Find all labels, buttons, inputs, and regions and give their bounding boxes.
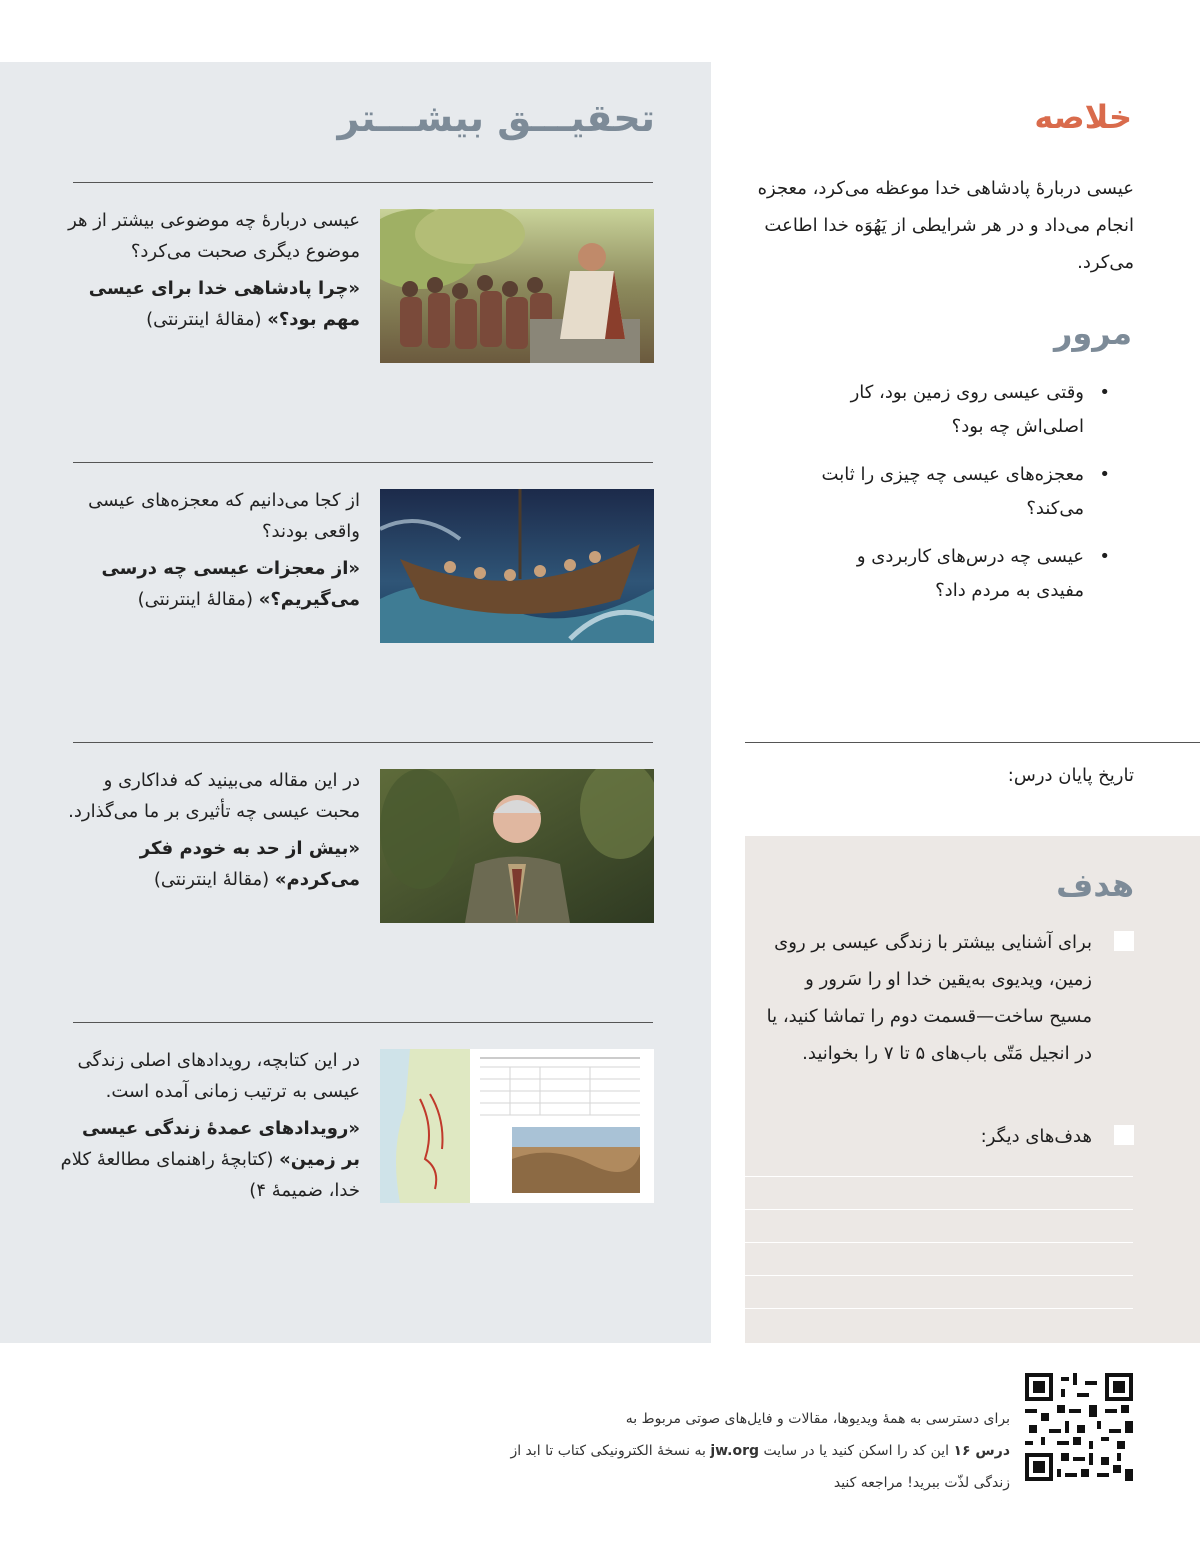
summary-text: عیسی دربارهٔ پادشاهی خدا موعظه می‌کرد، معجزه انجام می‌داد و در هر شرایطی از یَهُوَه خدا اطاعت می‌کرد. — [757, 178, 1134, 273]
footer-line: به نسخهٔ الکترونیکی کتاب تا ابد از زندگی لذّت ببرید! مراجعه کنید — [510, 1443, 1010, 1491]
storm-boat-image — [380, 489, 654, 643]
card-question: عیسی دربارهٔ چه موضوعی بیشتر از هر موضوع دیگری صحبت می‌کرد؟ — [68, 210, 360, 262]
summary-heading: خلاصه — [1034, 98, 1132, 136]
card-question: در این کتابچه، رویدادهای اصلی زندگی عیسی به ترتیب زمانی آمده است. — [77, 1050, 360, 1102]
research-card-1 — [60, 205, 360, 335]
card-source: (مقالهٔ اینترنتی) — [153, 869, 275, 890]
card-source: (مقالهٔ اینترنتی) — [146, 309, 268, 330]
card-divider — [73, 742, 653, 743]
review-item: • عیسی چه درس‌های کاربردی و مفیدی به مردم داد؟ — [820, 540, 1110, 608]
goal-write-line[interactable] — [745, 1275, 1133, 1276]
card-divider — [73, 182, 653, 183]
review-item: • معجزه‌های عیسی چه چیزی را ثابت می‌کند؟ — [820, 458, 1110, 526]
card-question: از کجا می‌دانیم که معجزه‌های عیسی واقعی بودند؟ — [88, 490, 360, 542]
review-list — [820, 376, 1110, 622]
footer-line: این کد را اسکن کنید یا در سایت — [759, 1443, 954, 1459]
goal-item: برای آشنایی بیشتر با زندگی عیسی بر روی زمین، ویدیوی به‌یقین خدا او را سَرور و مسیح ساخت—قسمت دوم را تماشا کنید، یا در انجیل مَتّی باب‌های ۵ تا ۷ را بخوانید. — [766, 932, 1092, 1064]
goal-write-line[interactable] — [745, 1209, 1133, 1210]
research-card-2 — [60, 485, 360, 615]
card-source: (مقالهٔ اینترنتی) — [137, 589, 259, 610]
goal-panel — [745, 836, 1200, 1343]
map-chart-image — [380, 1049, 654, 1203]
footer-line: برای دسترسی به همهٔ ویدیوها، مقالات و فایل‌های صوتی مربوط به — [625, 1411, 1010, 1427]
finish-date-label: تاریخ پایان درس: — [1007, 765, 1134, 786]
review-heading: مرور — [1053, 314, 1132, 352]
goal-checkbox[interactable] — [1114, 1125, 1134, 1145]
man-portrait-image — [380, 769, 654, 923]
research-title: تحقیـــق بیشـــتر — [337, 96, 655, 140]
footer-text — [490, 1403, 1010, 1499]
research-card-3 — [60, 765, 360, 895]
card-source: (کتابچهٔ راهنمای مطالعهٔ کلام خدا، ضمیمهٔ ۴) — [60, 1149, 360, 1201]
section-divider — [745, 742, 1200, 743]
goal-write-line[interactable] — [745, 1176, 1133, 1177]
card-link[interactable]: «رویدادهای عمدهٔ زندگی عیسی بر زمین» — [81, 1118, 360, 1170]
goal-write-line[interactable] — [745, 1242, 1133, 1243]
bullet-icon: • — [1099, 546, 1110, 567]
footer-lesson: درس ۱۶ — [953, 1443, 1010, 1459]
goal-heading: هدف — [1056, 866, 1134, 904]
qr-code-icon[interactable] — [1025, 1373, 1133, 1481]
goal-item: هدف‌های دیگر: — [980, 1126, 1092, 1147]
card-link[interactable]: «از معجزات عیسی چه درسی می‌گیریم؟» — [101, 558, 360, 610]
bullet-icon: • — [1099, 382, 1110, 403]
footer-site-link[interactable]: jw.org — [710, 1443, 760, 1459]
jesus-teaching-crowd-image — [380, 209, 654, 363]
card-link[interactable]: «بیش از حد به خودم فکر می‌کردم» — [139, 838, 360, 890]
card-divider — [73, 1022, 653, 1023]
bullet-icon: • — [1099, 464, 1110, 485]
goal-checkbox[interactable] — [1114, 931, 1134, 951]
research-card-4 — [60, 1045, 360, 1206]
card-divider — [73, 462, 653, 463]
card-question: در این مقاله می‌بینید که فداکاری و محبت عیسی چه تأثیری بر ما می‌گذارد. — [68, 770, 360, 822]
goal-write-line[interactable] — [745, 1308, 1133, 1309]
review-item: • وقتی عیسی روی زمین بود، کار اصلی‌اش چه بود؟ — [820, 376, 1110, 444]
card-link[interactable]: «چرا پادشاهی خدا برای عیسی مهم بود؟» — [88, 278, 360, 330]
